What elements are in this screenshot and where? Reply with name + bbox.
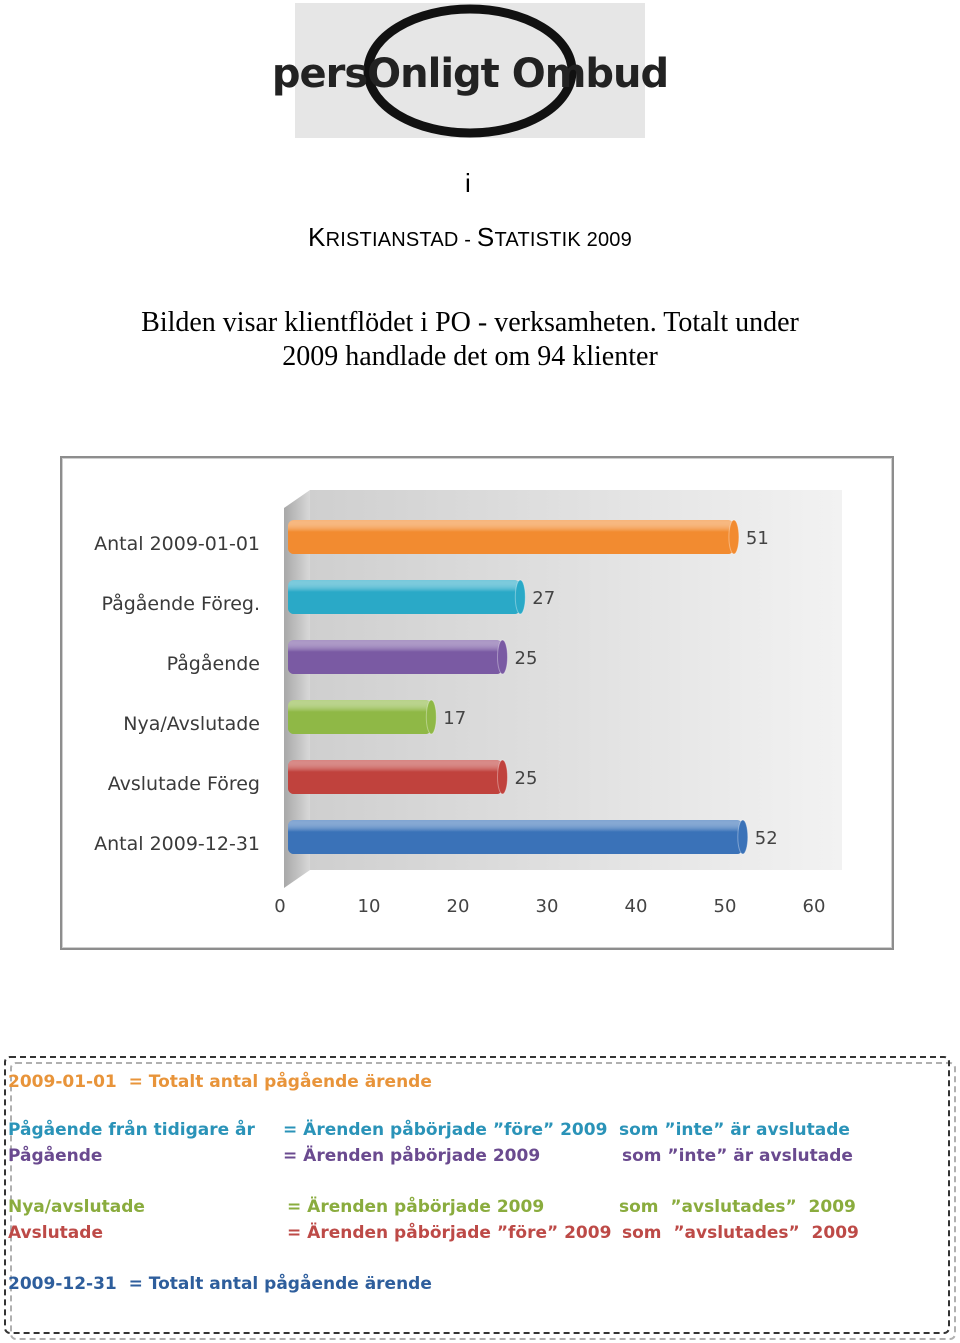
category-label-4: Avslutade Föreg — [107, 773, 260, 795]
x-tick-30: 30 — [535, 896, 559, 917]
legend-def-end: = Totalt antal pågående ärende — [128, 1274, 432, 1294]
legend-term-start: 2009-01-01 — [8, 1072, 117, 1092]
bar-shine-5 — [288, 820, 743, 854]
category-label-1: Pågående Föreg. — [101, 593, 260, 615]
title-cap-2: S — [476, 222, 495, 252]
x-tick-10: 10 — [357, 896, 381, 917]
category-label-3: Nya/Avslutade — [123, 713, 260, 735]
title-rest-1: RISTIANSTAD - — [325, 229, 477, 251]
legend-status-closed: som ”avslutades” 2009 — [622, 1223, 859, 1243]
legend-def-closed: = Ärenden påbörjade ”före” 2009 — [287, 1223, 612, 1243]
legend-def-new-closed: = Ärenden påbörjade 2009 — [287, 1197, 545, 1217]
bar-shine-1 — [288, 580, 520, 614]
x-tick-20: 20 — [446, 896, 470, 917]
data-label-5: 52 — [754, 828, 778, 849]
category-label-5: Antal 2009-12-31 — [94, 833, 260, 855]
legend-term-end: 2009-12-31 — [8, 1274, 117, 1294]
legend-term-new-closed: Nya/avslutade — [8, 1197, 145, 1217]
page-title — [0, 222, 940, 253]
bar-end-2 — [498, 640, 508, 674]
category-label-2: Pågående — [166, 653, 260, 675]
data-label-1: 27 — [532, 588, 556, 609]
x-tick-60: 60 — [802, 896, 826, 917]
data-label-0: 51 — [745, 528, 769, 549]
intro-line-2: 2009 handlade det om 94 klienter — [282, 341, 658, 372]
title-cap-1: K — [308, 222, 326, 252]
title-rest-2: TATISTIK 2009 — [494, 229, 632, 251]
category-label-0: Antal 2009-01-01 — [94, 533, 260, 555]
legend-box — [4, 1056, 950, 1334]
bar-shine-4 — [288, 760, 503, 794]
x-tick-50: 50 — [713, 896, 737, 917]
legend-def-ongoing: = Ärenden påbörjade 2009 — [283, 1146, 541, 1166]
intro-paragraph — [50, 306, 890, 374]
bar-end-4 — [498, 760, 508, 794]
legend-row-start — [8, 1072, 432, 1092]
bar-chart — [60, 456, 894, 950]
legend-term-closed: Avslutade — [8, 1223, 103, 1243]
x-tick-40: 40 — [624, 896, 648, 917]
logo — [271, 3, 669, 138]
bar-end-0 — [729, 520, 739, 554]
legend-status-ongoing-prev: som ”inte” är avslutade — [619, 1120, 850, 1140]
roman-numeral-mark: i — [465, 168, 471, 198]
data-label-4: 25 — [514, 768, 538, 789]
intro-line-1: Bilden visar klientflödet i PO - verksamheten. Totalt under — [141, 307, 799, 338]
bar-shine-2 — [288, 640, 503, 674]
bar-shine-0 — [288, 520, 734, 554]
legend-def-ongoing-prev: = Ärenden påbörjade ”före” 2009 — [283, 1120, 608, 1140]
legend-term-ongoing: Pågående — [8, 1146, 103, 1166]
legend-status-new-closed: som ”avslutades” 2009 — [619, 1197, 856, 1217]
legend-row-end — [8, 1274, 432, 1294]
bar-shine-3 — [288, 700, 431, 734]
legend-def-start: = Totalt antal pågående ärende — [128, 1072, 432, 1092]
logo-text: persOnligt Ombud — [271, 51, 669, 97]
bar-end-3 — [426, 700, 436, 734]
legend-status-ongoing: som ”inte” är avslutade — [622, 1146, 853, 1166]
data-label-2: 25 — [514, 648, 538, 669]
legend-term-ongoing-prev: Pågående från tidigare år — [8, 1120, 255, 1140]
bar-end-1 — [515, 580, 525, 614]
bar-end-5 — [738, 820, 748, 854]
data-label-3: 17 — [443, 708, 467, 729]
x-tick-0: 0 — [274, 896, 286, 917]
